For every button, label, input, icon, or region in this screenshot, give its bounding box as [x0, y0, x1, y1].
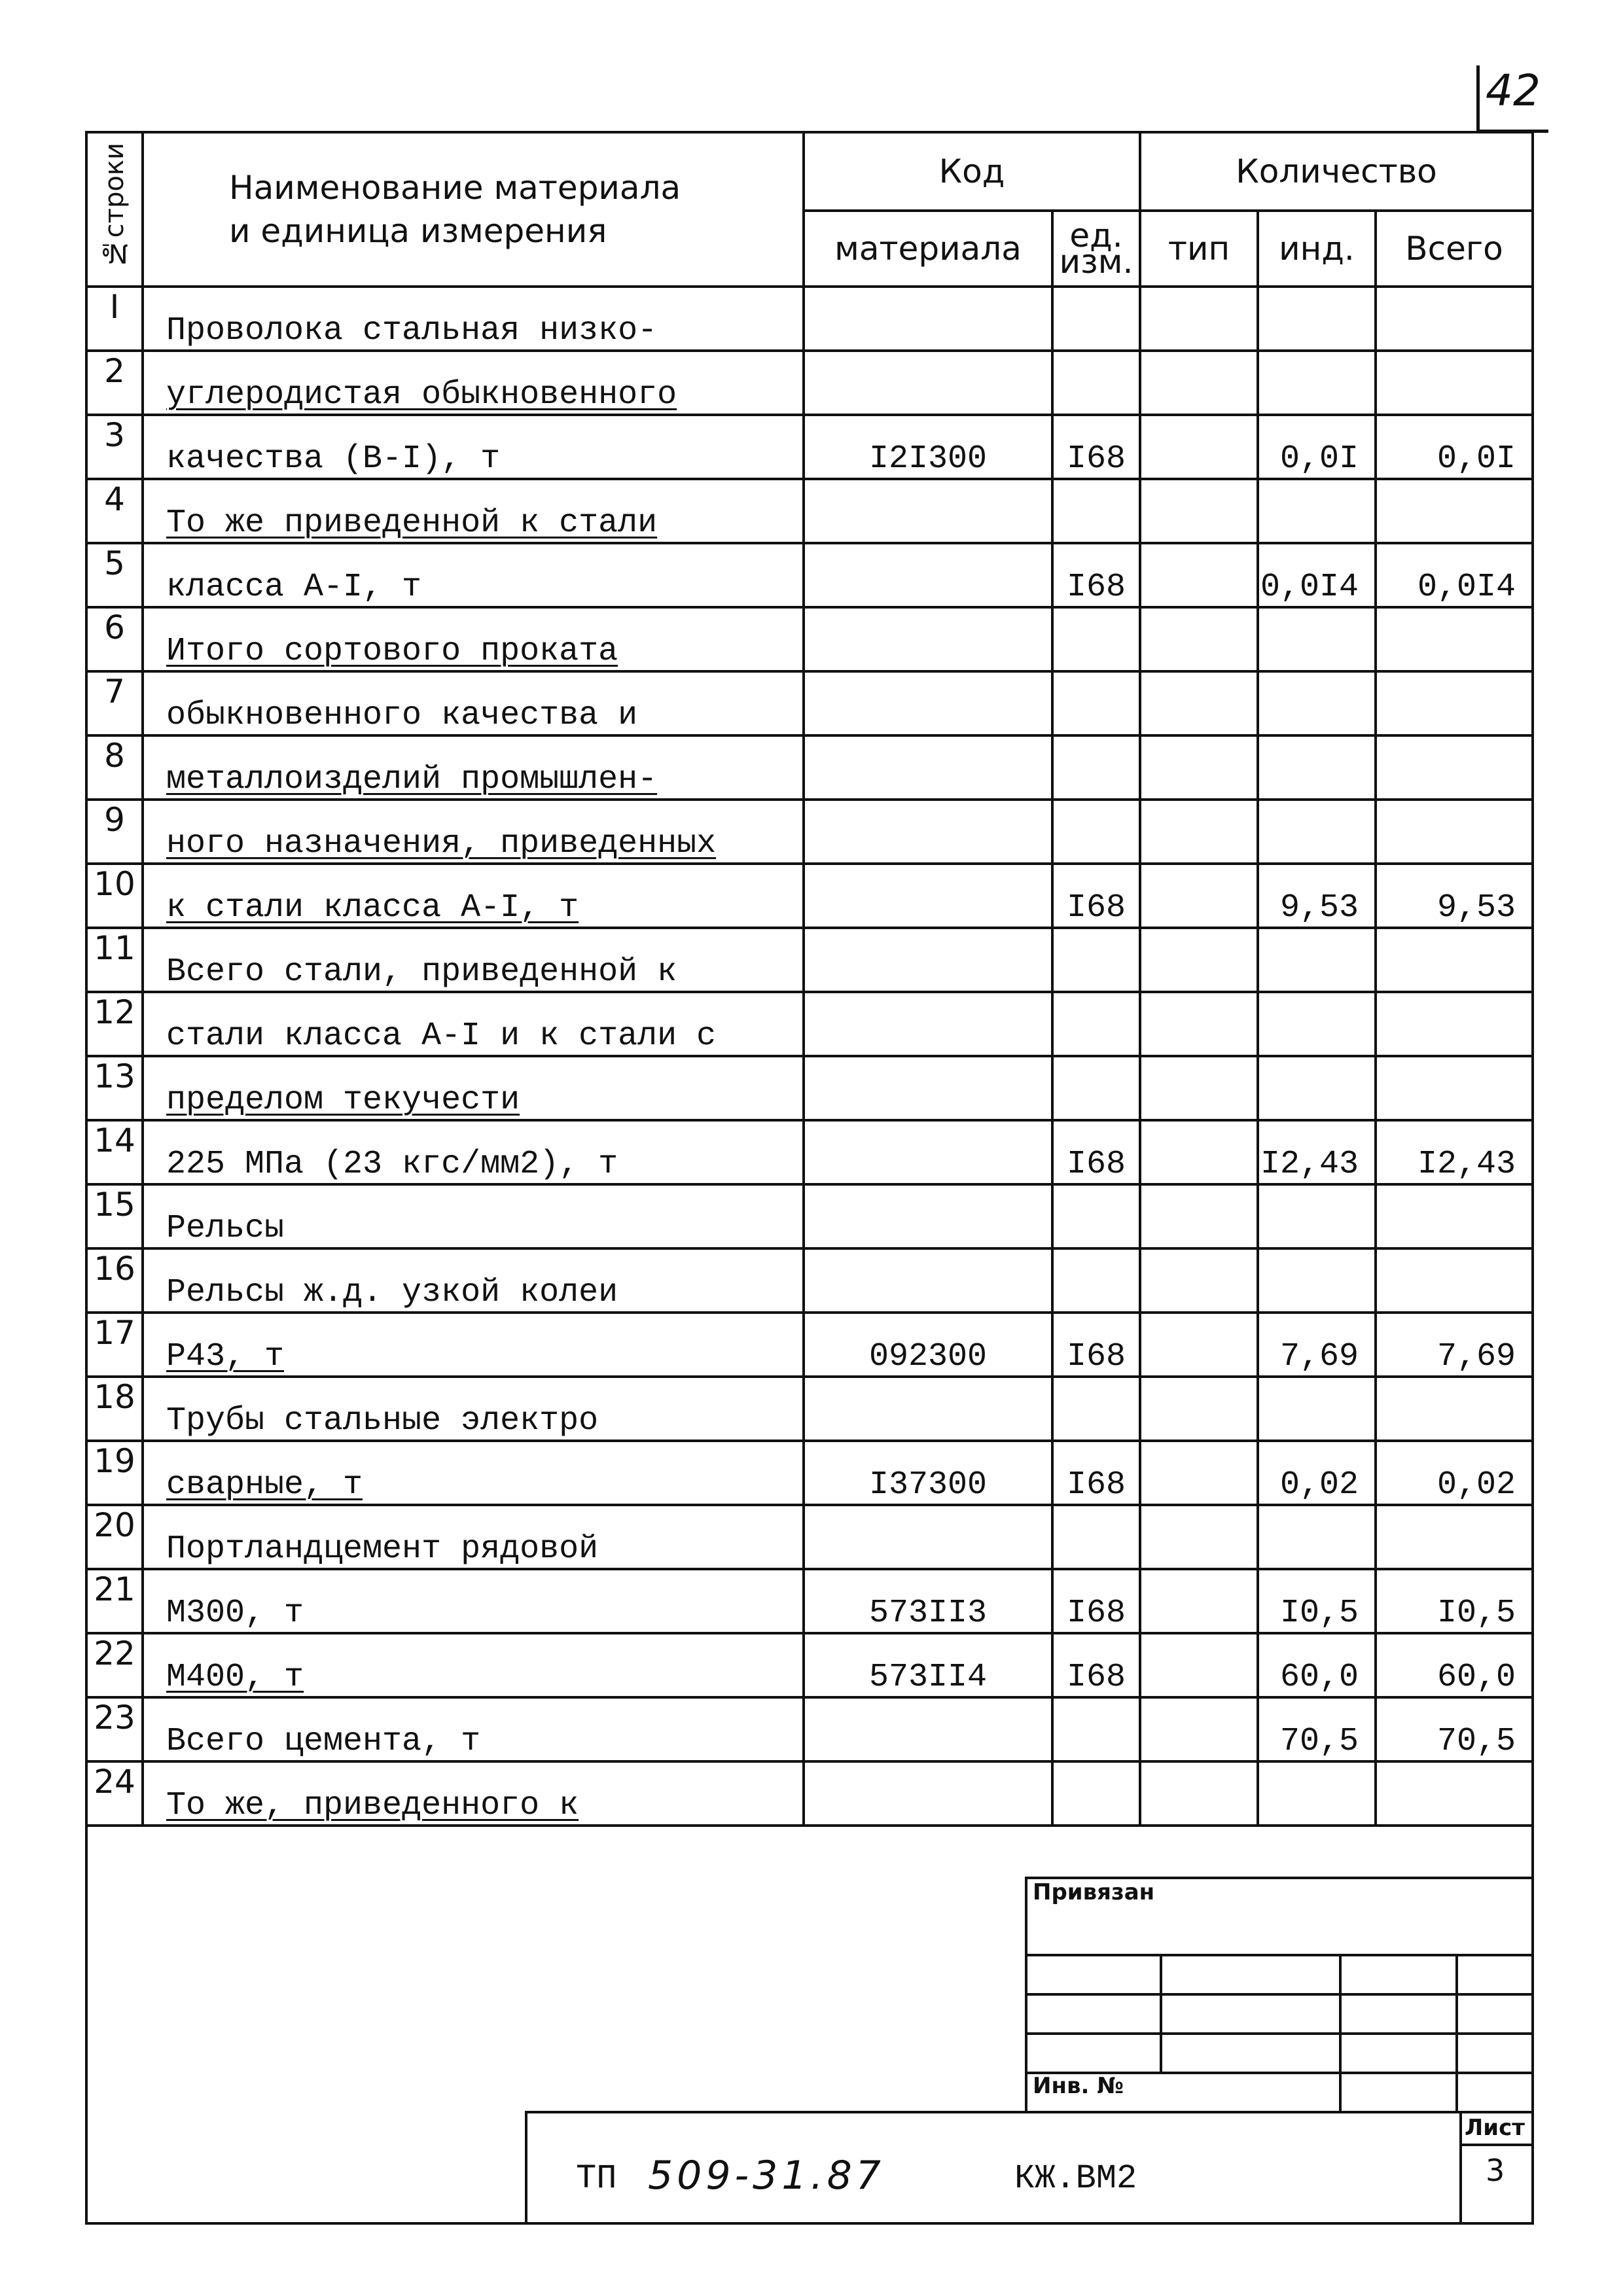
material-name-text: к стали класса А-I, т: [166, 889, 579, 927]
qty-ind-cell: 9,53: [1258, 864, 1376, 928]
unit-code-cell: [1052, 1377, 1140, 1441]
row-number-cell: 16: [86, 1248, 143, 1313]
qty-ind-cell: [1258, 479, 1376, 543]
material-name-text: качества (В-I), т: [166, 440, 501, 478]
qty-type-cell: [1140, 1377, 1258, 1441]
row-number-cell: 7: [86, 671, 143, 735]
qty-total-cell: 70,5: [1376, 1697, 1533, 1761]
qty-type-cell: [1140, 415, 1258, 479]
material-code-cell: I37300: [804, 1441, 1052, 1505]
material-code-cell: [804, 543, 1052, 607]
stamp-v2: [1339, 1954, 1342, 2112]
qty-type-cell: [1140, 1697, 1258, 1761]
qty-total-cell: 7,69: [1376, 1313, 1533, 1377]
header-code-group: Код: [804, 132, 1140, 211]
table-row: [86, 1056, 1533, 1120]
qty-type-cell: [1140, 351, 1258, 415]
row-number-cell: 24: [86, 1761, 143, 1826]
material-name-cell: [143, 479, 804, 543]
table-row: [86, 1441, 1533, 1505]
unit-code-cell: I68: [1052, 864, 1140, 928]
qty-total-cell: I2,43: [1376, 1120, 1533, 1184]
table-row: [86, 1569, 1533, 1633]
table-row: [86, 1248, 1533, 1313]
frame-right: [1531, 1760, 1534, 2225]
qty-total-cell: 0,0I4: [1376, 543, 1533, 607]
table-row: [86, 1505, 1533, 1569]
material-code-cell: [804, 1377, 1052, 1441]
qty-type-cell: [1140, 671, 1258, 735]
material-name-cell: [143, 735, 804, 800]
qty-type-cell: [1140, 607, 1258, 671]
material-code-cell: [804, 800, 1052, 864]
row-number-cell: 22: [86, 1633, 143, 1697]
qty-total-cell: [1376, 1184, 1533, 1248]
material-code-cell: [804, 1056, 1052, 1120]
material-name-cell: [143, 671, 804, 735]
row-number-cell: 6: [86, 607, 143, 671]
qty-ind-cell: [1258, 287, 1376, 351]
material-code-cell: [804, 992, 1052, 1056]
header-row-number: [86, 132, 143, 287]
material-name-text: обыкновенного качества и: [166, 697, 638, 734]
qty-total-cell: [1376, 607, 1533, 671]
material-code-cell: [804, 607, 1052, 671]
material-name-cell: [143, 351, 804, 415]
material-name-text: сварные, т: [166, 1466, 363, 1504]
qty-total-cell: [1376, 287, 1533, 351]
material-code-cell: [804, 671, 1052, 735]
material-name-text: стали класса А-I и к стали с: [166, 1017, 717, 1055]
sheet-label: Лист: [1465, 2115, 1525, 2141]
header-qty-ind: инд.: [1258, 211, 1376, 287]
sheet-number: 3: [1486, 2153, 1505, 2188]
row-number-cell: 19: [86, 1441, 143, 1505]
material-name-cell: [143, 1184, 804, 1248]
unit-code-cell: I68: [1052, 1633, 1140, 1697]
document-number: 509-31.87: [648, 2153, 885, 2199]
qty-ind-cell: [1258, 992, 1376, 1056]
row-number-cell: 5: [86, 543, 143, 607]
material-name-cell: [143, 1761, 804, 1826]
materials-table: [85, 131, 1534, 1827]
qty-type-cell: [1140, 928, 1258, 992]
qty-total-cell: [1376, 992, 1533, 1056]
header-code-material: материала: [804, 211, 1052, 287]
qty-total-cell: [1376, 671, 1533, 735]
material-code-cell: 573II4: [804, 1633, 1052, 1697]
material-name-cell: [143, 928, 804, 992]
header-code-unit: ед. изм.: [1052, 211, 1140, 287]
material-name-cell: [143, 1697, 804, 1761]
table-row: [86, 800, 1533, 864]
qty-ind-cell: 60,0: [1258, 1633, 1376, 1697]
material-code-cell: [804, 1184, 1052, 1248]
qty-type-cell: [1140, 1633, 1258, 1697]
material-code-cell: [804, 864, 1052, 928]
material-name-text: Всего стали, приведенной к: [166, 953, 677, 991]
page-number: 42: [1486, 65, 1541, 116]
qty-ind-cell: 0,0I: [1258, 415, 1376, 479]
material-code-cell: [804, 1120, 1052, 1184]
table-row: [86, 1697, 1533, 1761]
qty-type-cell: [1140, 864, 1258, 928]
header-qty-type: тип: [1140, 211, 1258, 287]
material-code-cell: [804, 1697, 1052, 1761]
material-code-cell: [804, 1761, 1052, 1826]
material-name-cell: [143, 992, 804, 1056]
header-quantity-group: Количество: [1140, 132, 1533, 211]
row-number-cell: 11: [86, 928, 143, 992]
qty-type-cell: [1140, 1313, 1258, 1377]
unit-code-cell: I68: [1052, 1441, 1140, 1505]
qty-ind-cell: [1258, 1248, 1376, 1313]
material-code-cell: I2I300: [804, 415, 1052, 479]
table-row: [86, 735, 1533, 800]
qty-total-cell: [1376, 1377, 1533, 1441]
qty-ind-cell: [1258, 671, 1376, 735]
unit-code-cell: [1052, 1761, 1140, 1826]
material-name-text: металлоизделий промышлен-: [166, 761, 658, 798]
table-row: [86, 351, 1533, 415]
header-name: Наименование материала и единица измерения: [143, 132, 804, 287]
unit-code-cell: I68: [1052, 415, 1140, 479]
material-code-cell: [804, 351, 1052, 415]
unit-code-cell: [1052, 1184, 1140, 1248]
unit-code-cell: I68: [1052, 1569, 1140, 1633]
qty-ind-cell: 70,5: [1258, 1697, 1376, 1761]
qty-total-cell: [1376, 1505, 1533, 1569]
table-row: [86, 479, 1533, 543]
unit-code-cell: [1052, 735, 1140, 800]
material-name-text: Проволока стальная низко-: [166, 312, 658, 349]
unit-code-cell: [1052, 1056, 1140, 1120]
attached-label: Привязан: [1033, 1879, 1155, 1905]
qty-ind-cell: [1258, 1056, 1376, 1120]
qty-type-cell: [1140, 1120, 1258, 1184]
material-name-text: Трубы стальные электро: [166, 1402, 599, 1439]
qty-type-cell: [1140, 992, 1258, 1056]
qty-ind-cell: [1258, 1377, 1376, 1441]
title-block-left: [525, 2111, 527, 2225]
qty-type-cell: [1140, 543, 1258, 607]
row-number-cell: 20: [86, 1505, 143, 1569]
qty-type-cell: [1140, 479, 1258, 543]
qty-total-cell: 60,0: [1376, 1633, 1533, 1697]
qty-type-cell: [1140, 1761, 1258, 1826]
row-number-cell: 14: [86, 1120, 143, 1184]
table-row: [86, 1761, 1533, 1826]
unit-code-cell: [1052, 1248, 1140, 1313]
row-number-label: №строки: [99, 143, 130, 268]
material-name-cell: [143, 287, 804, 351]
material-code-cell: 573II3: [804, 1569, 1052, 1633]
qty-type-cell: [1140, 800, 1258, 864]
qty-ind-cell: [1258, 1184, 1376, 1248]
row-number-cell: 13: [86, 1056, 143, 1120]
material-name-text: класса А-I, т: [166, 569, 422, 606]
material-name-text: М300, т: [166, 1595, 304, 1632]
qty-type-cell: [1140, 1248, 1258, 1313]
material-name-text: М400, т: [166, 1659, 304, 1696]
material-name-text: 225 МПа (23 кгс/мм2), т: [166, 1146, 618, 1183]
material-name-cell: [143, 800, 804, 864]
qty-total-cell: [1376, 735, 1533, 800]
unit-code-cell: [1052, 671, 1140, 735]
table-row: [86, 671, 1533, 735]
qty-type-cell: [1140, 287, 1258, 351]
row-number-cell: 15: [86, 1184, 143, 1248]
document-mark: КЖ.ВМ2: [1014, 2159, 1137, 2198]
material-name-cell: [143, 1120, 804, 1184]
material-code-cell: [804, 1248, 1052, 1313]
qty-ind-cell: [1258, 351, 1376, 415]
table-row: [86, 543, 1533, 607]
table-row: [86, 607, 1533, 671]
table-row: [86, 1120, 1533, 1184]
table-row: [86, 1377, 1533, 1441]
unit-code-cell: I68: [1052, 543, 1140, 607]
material-name-cell: [143, 415, 804, 479]
unit-code-cell: [1052, 479, 1140, 543]
qty-ind-cell: [1258, 1761, 1376, 1826]
qty-ind-cell: 7,69: [1258, 1313, 1376, 1377]
material-name-text: То же, приведенного к: [166, 1787, 579, 1824]
qty-type-cell: [1140, 1569, 1258, 1633]
inventory-number-label: Инв. №: [1033, 2073, 1124, 2099]
qty-total-cell: [1376, 1761, 1533, 1826]
sheet-cell-left: [1459, 2111, 1462, 2225]
material-code-cell: [804, 479, 1052, 543]
frame-left: [85, 1760, 88, 2225]
header-qty-total: Всего: [1376, 211, 1533, 287]
unit-code-cell: [1052, 351, 1140, 415]
qty-type-cell: [1140, 1441, 1258, 1505]
unit-code-cell: [1052, 607, 1140, 671]
material-name-cell: [143, 864, 804, 928]
row-number-cell: 23: [86, 1697, 143, 1761]
qty-total-cell: 0,0I: [1376, 415, 1533, 479]
page-number-divider: [1476, 65, 1480, 131]
qty-total-cell: [1376, 1056, 1533, 1120]
row-number-cell: 8: [86, 735, 143, 800]
material-name-cell: [143, 607, 804, 671]
qty-ind-cell: 0,0I4: [1258, 543, 1376, 607]
row-number-cell: I: [86, 287, 143, 351]
qty-ind-cell: I2,43: [1258, 1120, 1376, 1184]
unit-code-cell: [1052, 1505, 1140, 1569]
material-code-cell: [804, 1505, 1052, 1569]
material-code-cell: [804, 287, 1052, 351]
table-row: [86, 928, 1533, 992]
table-row: [86, 1633, 1533, 1697]
table-row: [86, 287, 1533, 351]
material-name-cell: [143, 1056, 804, 1120]
qty-ind-cell: [1258, 735, 1376, 800]
material-code-cell: [804, 928, 1052, 992]
unit-code-cell: [1052, 992, 1140, 1056]
frame-bottom: [85, 2222, 1534, 2225]
unit-code-cell: I68: [1052, 1313, 1140, 1377]
table-row: [86, 864, 1533, 928]
material-name-text: Всего цемента, т: [166, 1723, 481, 1760]
unit-code-cell: [1052, 800, 1140, 864]
row-number-cell: 21: [86, 1569, 143, 1633]
unit-code-cell: I68: [1052, 1120, 1140, 1184]
qty-ind-cell: [1258, 607, 1376, 671]
document-prefix: ТП: [576, 2159, 617, 2198]
material-name-text: углеродистая обыкновенного: [166, 376, 677, 414]
qty-ind-cell: I0,5: [1258, 1569, 1376, 1633]
qty-ind-cell: [1258, 800, 1376, 864]
row-number-cell: 17: [86, 1313, 143, 1377]
unit-code-cell: [1052, 928, 1140, 992]
material-name-cell: [143, 1633, 804, 1697]
row-number-cell: 10: [86, 864, 143, 928]
row-number-cell: 9: [86, 800, 143, 864]
qty-type-cell: [1140, 735, 1258, 800]
qty-ind-cell: [1258, 1505, 1376, 1569]
material-name-cell: [143, 1313, 804, 1377]
material-name-text: Рельсы ж.д. узкой колеи: [166, 1274, 618, 1311]
row-number-cell: 4: [86, 479, 143, 543]
row-number-cell: 18: [86, 1377, 143, 1441]
material-name-text: То же приведенной к стали: [166, 504, 658, 542]
material-code-cell: 092300: [804, 1313, 1052, 1377]
qty-total-cell: I0,5: [1376, 1569, 1533, 1633]
unit-code-cell: [1052, 1697, 1140, 1761]
qty-total-cell: [1376, 800, 1533, 864]
material-name-text: Р43, т: [166, 1338, 285, 1375]
table-row: [86, 415, 1533, 479]
qty-total-cell: [1376, 928, 1533, 992]
qty-ind-cell: [1258, 928, 1376, 992]
qty-type-cell: [1140, 1056, 1258, 1120]
qty-total-cell: [1376, 1248, 1533, 1313]
row-number-cell: 3: [86, 415, 143, 479]
qty-total-cell: 0,02: [1376, 1441, 1533, 1505]
qty-total-cell: 9,53: [1376, 864, 1533, 928]
title-block-top: [525, 2111, 1534, 2113]
stamp-v3: [1455, 1954, 1458, 2112]
material-name-cell: [143, 1505, 804, 1569]
material-name-text: пределом текучести: [166, 1082, 520, 1119]
qty-total-cell: [1376, 479, 1533, 543]
material-code-cell: [804, 735, 1052, 800]
table-row: [86, 1184, 1533, 1248]
stamp-v1: [1160, 1954, 1162, 2072]
material-name-cell: [143, 543, 804, 607]
sheet-cell-divider: [1459, 2144, 1534, 2146]
table-row: [86, 1313, 1533, 1377]
material-name-text: ного назначения, приведенных: [166, 825, 717, 862]
qty-type-cell: [1140, 1184, 1258, 1248]
qty-type-cell: [1140, 1505, 1258, 1569]
unit-code-cell: [1052, 287, 1140, 351]
material-name-text: Итого сортового проката: [166, 633, 618, 670]
material-name-cell: [143, 1569, 804, 1633]
table-row: [86, 992, 1533, 1056]
material-name-cell: [143, 1377, 804, 1441]
material-name-cell: [143, 1248, 804, 1313]
material-name-text: Рельсы: [166, 1210, 285, 1247]
qty-total-cell: [1376, 351, 1533, 415]
qty-ind-cell: 0,02: [1258, 1441, 1376, 1505]
material-name-text: Портландцемент рядовой: [166, 1530, 599, 1568]
row-number-cell: 2: [86, 351, 143, 415]
material-name-cell: [143, 1441, 804, 1505]
row-number-cell: 12: [86, 992, 143, 1056]
